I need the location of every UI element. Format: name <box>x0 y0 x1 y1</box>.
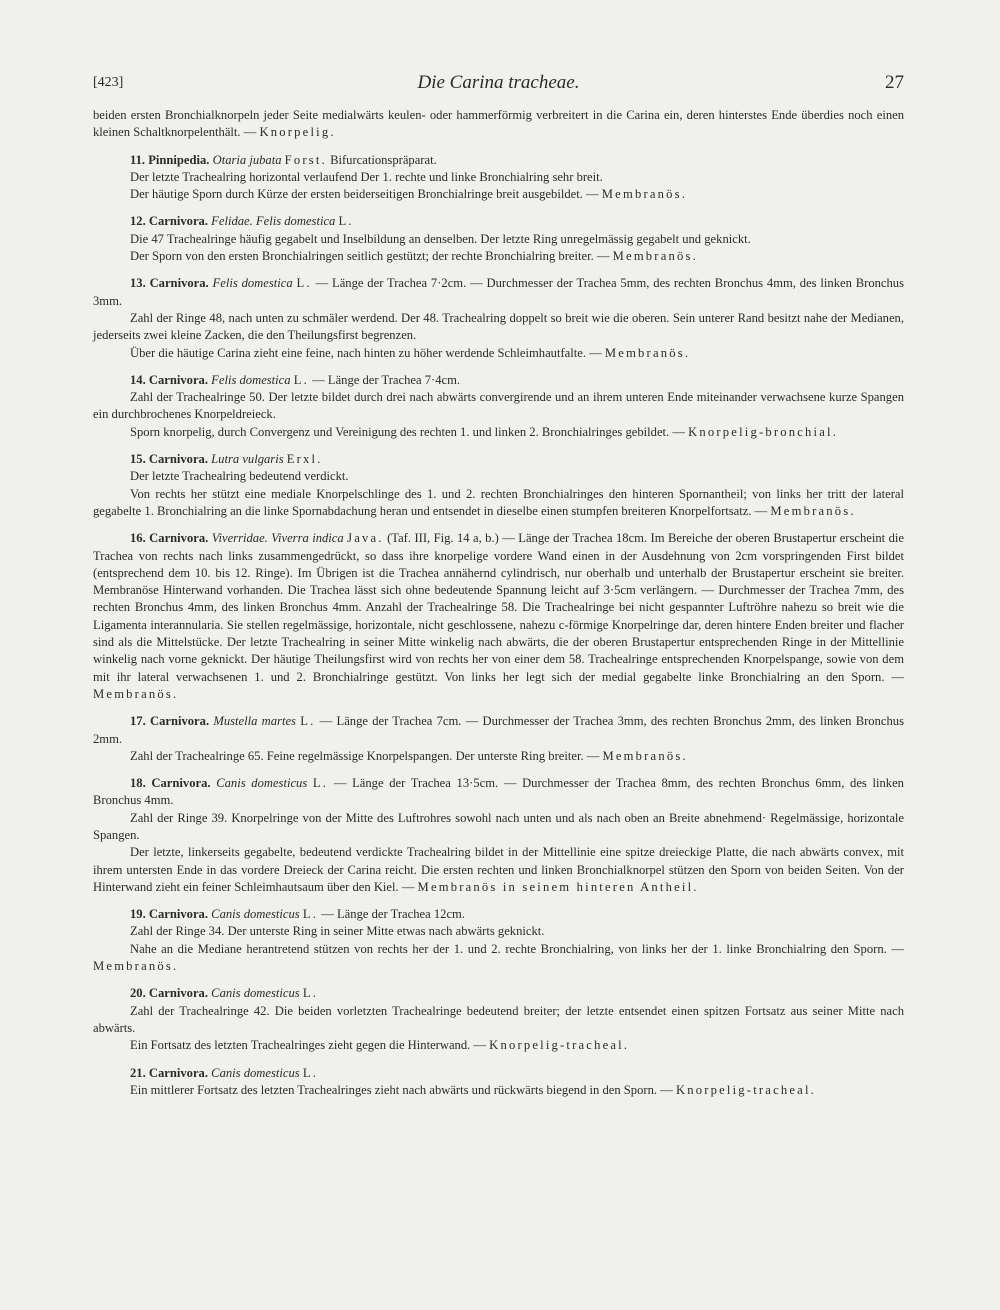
taxon-author: L. <box>302 1065 319 1080</box>
entry-number: 13. Carnivora. <box>130 276 209 291</box>
classification-term: Membranös. <box>604 345 691 360</box>
specimen-entry <box>93 906 904 975</box>
entry-number: 17. Carnivora. <box>130 714 210 729</box>
section-reference: [423] <box>93 75 124 90</box>
classification-term: Membranös. <box>602 748 688 763</box>
taxon-name: Felis domestica <box>212 276 293 291</box>
classification-term: Membranös. <box>93 686 179 701</box>
entry-measurements: — Länge der Trachea 12cm. <box>318 907 465 922</box>
specimen-entry <box>93 775 904 896</box>
paragraph <box>93 107 904 142</box>
taxon-author: L. <box>296 276 312 291</box>
paragraph-text: Zahl der Trachealringe 42. Die beiden vorletzten Trachealringe bedeutend breiter; der letzte entsendet einen spitzen Fortsatz aus seiner Mitte nach abwärts. <box>93 1003 904 1035</box>
classification-term: Membranös. <box>612 249 698 264</box>
entry-measurements: — Länge der Trachea 7·4cm. <box>308 372 461 387</box>
classification-term: Membranös in seinem hinteren Antheil. <box>417 879 699 894</box>
paragraph-text: Von rechts her stützt eine mediale Knorpelschlinge des 1. und 2. rechten Bronchialringes den hinteren Spornantheil; von links her tritt der lateral gegabelte 1. Bronchialring an die linke Spornabdachung heran und entsendet in dieselbe einen stumpfen breiteren Knorpelfortsatz. — <box>93 486 904 518</box>
entry-measurements: — Länge der Trachea 7·2cm. — Durchmesser der Trachea 5mm, des rechten Bronchus 4mm, des linken Bronchus 3mm. <box>93 276 904 308</box>
paragraph-text: Zahl der Ringe 48, nach unten zu schmäler werdend. Der 48. Trachealring doppelt so breit wie die oberen. Sein unterer Rand besitzt nahe der Medianen, jederseits zwei kleine Zacken, die den Theilungsfirst begrenzen. <box>93 310 904 343</box>
taxon-author: L. <box>300 714 316 729</box>
entry-number: 14. Carnivora. <box>130 372 209 387</box>
taxon-author: L. <box>338 214 354 229</box>
specimen-entry <box>93 451 904 520</box>
paragraph <box>93 941 904 976</box>
taxon-name: Felis domestica <box>211 372 291 387</box>
paragraph <box>93 1003 904 1038</box>
entry-continuation <box>93 107 904 142</box>
specimen-entry <box>93 530 904 703</box>
entry-heading <box>93 213 904 230</box>
taxon-author: L. <box>302 986 319 1001</box>
entry-heading <box>93 906 904 923</box>
taxon-name: Canis domesticus <box>211 907 300 922</box>
entry-number: 16. Carnivora. <box>130 531 209 546</box>
entry-heading <box>93 451 904 468</box>
entry-heading <box>93 985 904 1002</box>
running-header <box>93 72 904 96</box>
taxon-name: Canis domesticus <box>211 1065 300 1080</box>
specimen-entry <box>93 1065 904 1100</box>
paragraph-text: Der letzte Trachealring horizontal verlaufend Der 1. rechte und linke Bronchialring sehr breit. <box>130 169 603 184</box>
entry-number: 18. Carnivora. <box>130 776 211 791</box>
classification-term: Membranös. <box>770 503 856 518</box>
entry-measurements: (Taf. III, Fig. 14 a, b.) — Länge der Trachea 18cm. Im Bereiche der oberen Brustapertur erscheint die Trachea von rechts nach links zusammengedrückt, so dass ihre knorpelige vordere Wand einen in der Ausdehnung von 2cm vorspringenden First bildet (entsprechend dem 10. bis 12. Ringe). Im Übrigen ist die Trachea annähernd cylindrisch, nur oberhalb und unterhalb der Brustapertur erscheint sie breiter. Membranöse Hinterwand vorhanden. Die Trachea lässt sich ohne bedeutende Spannung leicht auf 3·5cm verlängern. — Durchmesser der Trachea 7mm, des rechten Bronchus 4mm, des linken Bronchus 4mm. Anzahl der Trachealringe 58. Die Trachealringe bei nicht gespannter Luftröhre nahezu so breit wie die Ligamenta interannularia. Sie stellen regelmässige, horizontale, nicht geschlossene, nahezu c-förmige Knorpelringe dar, deren hintere Enden breiter und flacher sind als die Mittelstücke. Der letzte Trachealring in seiner Mitte winkelig nach abwärts, die der oberen Brustapertur entsprechenden Ringe in der Mittellinie winkelig nach vorne geknickt. Der häutige Theilungsfirst wird von rechts her von einer dem 58. Trachealringe entsprechenden Knorpelspange, sowie von dem mit ihr lateral verwachsenen 1. und 2. Bronchialringe gestützt. Von links her legt sich der medial gegabelte linke Bronchialring an den Sporn. — <box>93 531 904 684</box>
entry-number: 12. Carnivora. <box>130 214 209 229</box>
paragraph-text: Ein Fortsatz des letzten Trachealringes zieht gegen die Hinterwand. — <box>130 1038 490 1053</box>
taxon-name: Mustella martes <box>213 714 296 729</box>
specimen-entry <box>93 152 904 204</box>
classification-term: Membranös. <box>93 959 179 974</box>
paragraph-text: Der letzte Trachealring bedeutend verdickt. <box>130 469 349 484</box>
paragraph-text: Sporn knorpelig, durch Convergenz und Vereinigung des rechten 1. und linken 2. Bronchialringes gebildet. — <box>130 424 689 439</box>
taxon-name: Canis domesticus <box>211 986 300 1001</box>
entry-measurements: Bifurcationspräparat. <box>326 152 437 167</box>
entry-number: 20. Carnivora. <box>130 986 209 1001</box>
paragraph-text: Zahl der Ringe 39. Knorpelringe von der Mitte des Luftrohres sowohl nach unten und als nach oben an Breite abnehmend· Regelmässige, horizontale Spangen. <box>93 810 904 842</box>
specimen-entry <box>93 713 904 765</box>
specimen-entry <box>93 275 904 361</box>
entry-number: 21. Carnivora. <box>130 1065 209 1080</box>
paragraph <box>93 231 904 248</box>
paragraph-text: Zahl der Ringe 34. Der unterste Ring in seiner Mitte etwas nach abwärts geknickt. <box>130 924 545 939</box>
paragraph <box>93 345 904 362</box>
paragraph-text: beiden ersten Bronchialknorpeln jeder Seite medialwärts keulen- oder hammerförmig verbreitert in die Carina ein, deren hinterstes Ende überdies noch einen kleinen Schaltknorpelenthält. — <box>93 108 904 140</box>
taxon-author: Erxl. <box>286 452 323 467</box>
entry-number: 11. Pinnipedia. <box>130 152 210 167</box>
specimen-entry <box>93 372 904 441</box>
body-text <box>93 107 904 1099</box>
entry-heading <box>93 713 904 748</box>
paragraph <box>93 389 904 424</box>
paragraph <box>93 468 904 485</box>
classification-term: Knorpelig-tracheal. <box>675 1082 816 1097</box>
entry-heading <box>93 530 904 703</box>
specimen-entry <box>93 213 904 265</box>
page-number: 27 <box>885 72 904 93</box>
paragraph <box>93 186 904 203</box>
taxon-author: Java. <box>347 531 384 546</box>
entry-heading <box>93 275 904 310</box>
paragraph <box>93 844 904 896</box>
paragraph <box>93 1037 904 1054</box>
taxon-author: L. <box>293 372 309 387</box>
paragraph <box>93 169 904 186</box>
entry-measurements: — Länge der Trachea 13·5cm. — Durchmesser der Trachea 8mm, des rechten Bronchus 6mm, des linken Bronchus 4mm. <box>93 776 904 808</box>
entry-number: 19. Carnivora. <box>130 907 209 922</box>
paragraph-text: Der Sporn von den ersten Bronchialringen seitlich gestützt; der rechte Bronchialring breiter. — <box>130 249 613 264</box>
classification-term: Membranös. <box>601 187 688 202</box>
paragraph-text: Zahl der Trachealringe 50. Der letzte bildet durch drei nach abwärts convergirende und an ihrem unteren Ende miteinander verwachsene kurze Spangen ein durchbrochenes Knorpeldreieck. <box>93 390 904 422</box>
specimen-entry <box>93 985 904 1054</box>
taxon-name: Viverridae. Viverra indica <box>211 531 344 546</box>
paragraph <box>93 424 904 441</box>
entry-heading <box>93 775 904 810</box>
paragraph <box>93 310 904 345</box>
paragraph <box>93 486 904 521</box>
entry-measurements: — Länge der Trachea 7cm. — Durchmesser der Trachea 3mm, des rechten Bronchus 2mm, des linken Bronchus 2mm. <box>93 714 904 746</box>
classification-term: Knorpelig-bronchial. <box>688 424 839 439</box>
paragraph <box>93 923 904 940</box>
taxon-author: Forst. <box>284 152 327 167</box>
running-title: Die Carina tracheae. <box>417 72 580 93</box>
classification-term: Knorpelig. <box>259 125 336 140</box>
paragraph <box>93 810 904 845</box>
taxon-name: Felidae. Felis domestica <box>211 214 336 229</box>
taxon-name: Canis domesticus <box>216 776 308 791</box>
paragraph <box>93 748 904 765</box>
paragraph-text: Die 47 Trachealringe häufig gegabelt und Inselbildung an denselben. Der letzte Ring unregelmässig gegabelt und geknickt. <box>130 231 751 246</box>
paragraph-text: Zahl der Trachealringe 65. Feine regelmässige Knorpelspangen. Der unterste Ring breiter. — <box>130 748 603 763</box>
taxon-name: Lutra vulgaris <box>211 452 284 467</box>
classification-term: Knorpelig-tracheal. <box>489 1038 630 1053</box>
entry-heading <box>93 152 904 169</box>
paragraph-text: Über die häutige Carina zieht eine feine, nach hinten zu höher werdende Schleimhautfalte. — <box>130 345 605 360</box>
entry-number: 15. Carnivora. <box>130 452 209 467</box>
paragraph-text: Ein mittlerer Fortsatz des letzten Trachealringes zieht nach abwärts und rückwärts biegend in den Sporn. — <box>130 1082 676 1097</box>
taxon-name: Otaria jubata <box>212 152 282 167</box>
paragraph <box>93 1082 904 1099</box>
paragraph-text: Nahe an die Mediane herantretend stützen von rechts her der 1. und 2. rechte Bronchialring, von links her der 1. linke Bronchialring den Sporn. — <box>130 941 904 956</box>
paragraph <box>93 248 904 265</box>
entry-heading <box>93 1065 904 1082</box>
taxon-author: L. <box>312 776 329 791</box>
paragraph-text: Der letzte, linkerseits gegabelte, bedeutend verdickte Trachealring bildet in der Mittellinie eine spitze dreieckige Platte, die nach abwärts convex, mit ihrem untersten Ende in das vordere Dreieck der Carina reicht. Die ersten rechten und linken Bronchialknorpel stützen den Sporn von beiden Seiten. Von der Hinterwand zieht ein feiner Schleimhautsaum über den Kiel. — <box>93 845 904 894</box>
taxon-author: L. <box>302 907 319 922</box>
paragraph-text: Der häutige Sporn durch Kürze der ersten beiderseitigen Bronchialringe breit ausgebildet. — <box>130 187 602 202</box>
entry-heading <box>93 372 904 389</box>
